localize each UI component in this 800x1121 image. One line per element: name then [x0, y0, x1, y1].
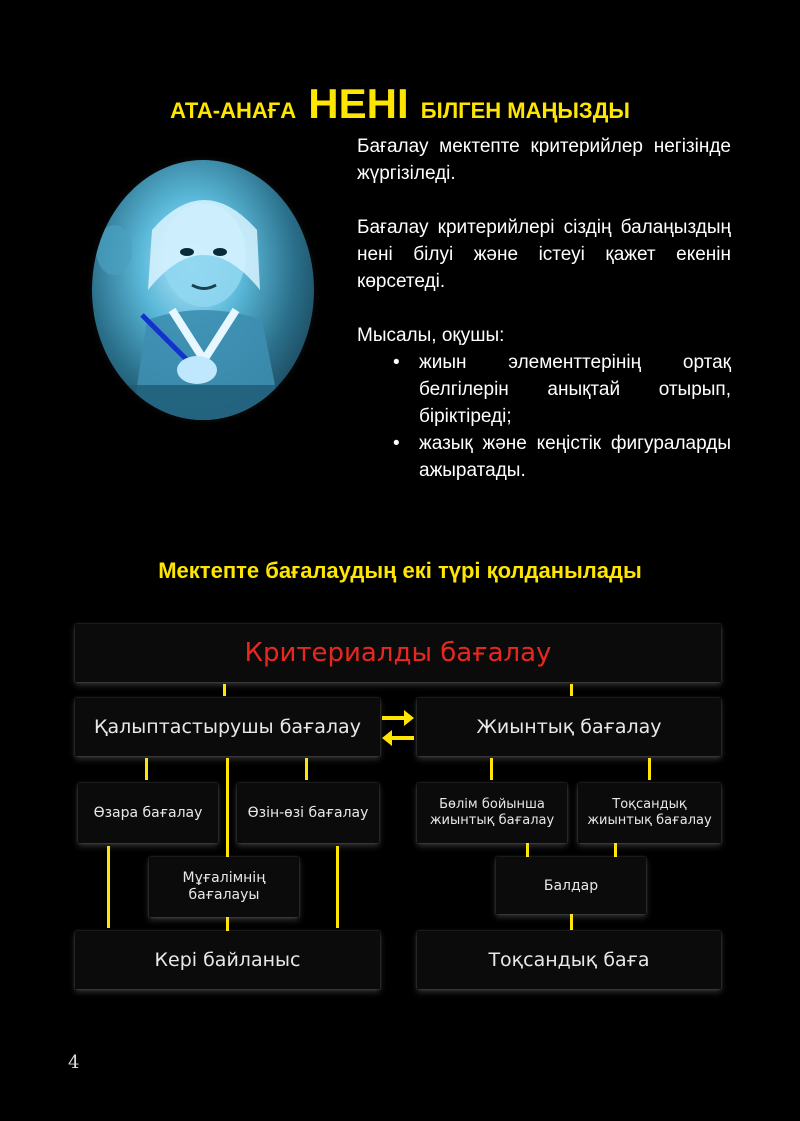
student-photo	[92, 160, 314, 420]
list-item-text: жиын элементтерінің ортақ белгілерін анықтай отырып, біріктіреді;	[419, 352, 731, 427]
list-item	[357, 430, 731, 484]
connector-line	[223, 684, 226, 696]
connector-line	[570, 684, 573, 696]
page-number: 4	[68, 1052, 80, 1073]
section-subtitle: Мектепте бағалаудың екі түрі қолданылады	[158, 558, 642, 583]
intro-paragraph-1: Бағалау мектепте критерийлер негізінде жүргізіледі.	[357, 136, 731, 184]
connector-line	[226, 758, 229, 858]
formative-assessment-box: Қалыптастырушы бағалау	[75, 698, 380, 756]
connector-line	[305, 758, 308, 780]
intro-paragraph-2: Бағалау критерийлері сіздің балаңыздың нені білуі және істеуі қажет екенін көрсетеді.	[357, 217, 731, 292]
peer-assessment-box: Өзара бағалау	[78, 783, 218, 843]
self-assessment-box: Өзін-өзі бағалау	[237, 783, 379, 843]
example-list	[357, 349, 731, 484]
title-emphasis: НЕНІ	[308, 80, 409, 127]
bullet-icon: •	[393, 433, 400, 454]
connector-line	[490, 758, 493, 780]
title-part1: АТА-АНАҒА	[170, 98, 297, 123]
feedback-box: Кері байланыс	[75, 931, 380, 989]
connector-line	[145, 758, 148, 780]
title-part2: БІЛГЕН МАҢЫЗДЫ	[420, 98, 630, 123]
quarter-summative-box: Тоқсандық жиынтық бағалау	[578, 783, 721, 843]
summative-assessment-box: Жиынтық бағалау	[417, 698, 721, 756]
bullet-icon: •	[393, 352, 400, 373]
quarter-grade-box: Тоқсандық баға	[417, 931, 721, 989]
points-box: Балдар	[496, 857, 646, 914]
connector-line	[226, 917, 229, 931]
teacher-assessment-box: Мұғалімнің бағалауы	[149, 857, 299, 917]
exchange-arrows-icon	[380, 706, 416, 750]
connector-line	[336, 846, 339, 928]
student-illustration	[92, 160, 314, 420]
criteria-assessment-box: Критериалды бағалау	[75, 624, 721, 682]
connector-line	[570, 914, 573, 930]
connector-line	[614, 843, 617, 857]
page-title	[0, 80, 800, 128]
list-item-text: жазық және кеңістік фигураларды ажыратады.	[419, 433, 731, 481]
connector-line	[526, 843, 529, 857]
list-item	[357, 349, 731, 430]
section-summative-box: Бөлім бойынша жиынтық бағалау	[417, 783, 567, 843]
intro-text	[357, 133, 731, 484]
intro-paragraph-3: Мысалы, оқушы:	[357, 325, 505, 346]
connector-line	[107, 846, 110, 928]
connector-line	[648, 758, 651, 780]
